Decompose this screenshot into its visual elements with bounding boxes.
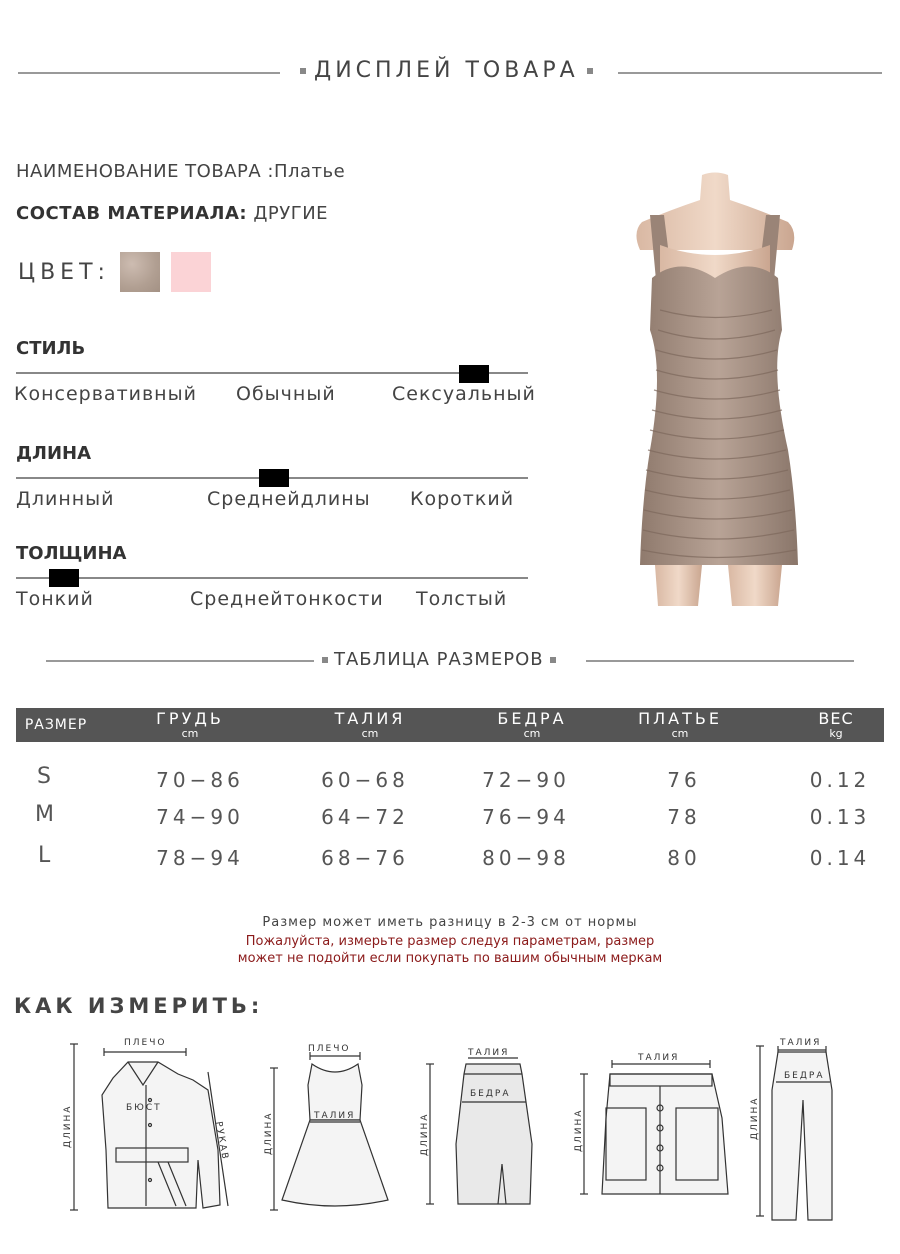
product-material <box>16 203 328 224</box>
header-rule-right <box>618 72 882 74</box>
thickness-scale-line <box>16 577 528 579</box>
dress-waist-label: ТАЛИЯ <box>314 1111 356 1121</box>
dress-length-label: ДЛИНА <box>264 1111 274 1155</box>
skirt-length-label: ДЛИНА <box>420 1112 430 1156</box>
thickness-option-thick: Толстый <box>416 588 508 610</box>
header-rule-left <box>18 72 280 74</box>
style-option-sexy: Сексуальный <box>392 383 536 405</box>
shorts-waist-label: ТАЛИЯ <box>638 1053 680 1063</box>
skirt-waist-label: ТАЛИЯ <box>468 1048 510 1058</box>
pants-waist-label: ТАЛИЯ <box>780 1038 822 1048</box>
skirt-hips-label: БЕДРА <box>470 1089 511 1099</box>
style-option-conservative: Консервативный <box>14 383 197 405</box>
color-label: ЦВЕТ: <box>18 260 110 285</box>
color-swatch-taupe[interactable] <box>120 252 160 292</box>
size-title-rule-right <box>586 660 854 662</box>
jacket-bust-label: БЮСТ <box>126 1103 162 1113</box>
product-name-label: НАИМЕНОВАНИЕ ТОВАРА : <box>16 161 274 182</box>
size-title-rule-left <box>46 660 314 662</box>
length-scale-marker <box>259 469 289 487</box>
measure-warning-line1: Пожалуйста, измерьте размер следуя параметрам, размер <box>245 934 655 949</box>
material-label: СОСТАВ МАТЕРИАЛА: <box>16 203 248 224</box>
thickness-scale-marker <box>49 569 79 587</box>
color-swatch-pink[interactable] <box>171 252 211 292</box>
size-cell: S <box>37 764 51 789</box>
hips-cell: 72−90 <box>482 768 570 792</box>
length-option-short: Короткий <box>410 488 515 510</box>
product-name <box>16 161 345 182</box>
waist-cell: 60−68 <box>321 768 409 792</box>
product-name-value: Платье <box>273 161 346 182</box>
chest-cell: 70−86 <box>156 768 244 792</box>
pants-hips-label: БЕДРА <box>784 1071 825 1081</box>
weight-cell: 0.13 <box>809 805 871 829</box>
header-chest: ГРУДЬ cm <box>156 709 224 740</box>
dress-shoulder-label: ПЛЕЧО <box>308 1044 351 1054</box>
header-dress: ПЛАТЬЕ cm <box>638 709 722 740</box>
waist-cell: 64−72 <box>321 805 409 829</box>
weight-cell: 0.12 <box>809 768 871 792</box>
skirt-diagram <box>418 1044 548 1214</box>
style-scale-line <box>16 372 528 374</box>
measure-warning-line2: может не подойти если покупать по вашим обычным меркам <box>237 951 663 966</box>
hips-cell: 80−98 <box>482 846 570 870</box>
jacket-shoulder-label: ПЛЕЧО <box>124 1038 167 1048</box>
waist-cell: 68−76 <box>321 846 409 870</box>
jacket-length-label: ДЛИНА <box>63 1104 73 1148</box>
chest-cell: 78−94 <box>156 846 244 870</box>
length-scale-title: ДЛИНА <box>16 443 92 464</box>
style-scale-marker <box>459 365 489 383</box>
thickness-scale-title: ТОЛЩИНА <box>16 543 127 564</box>
material-value: ДРУГИЕ <box>253 203 329 224</box>
style-scale-title: СТИЛЬ <box>16 338 86 359</box>
length-option-long: Длинный <box>16 488 115 510</box>
size-cell: M <box>35 802 54 827</box>
shorts-diagram <box>572 1048 742 1208</box>
pants-diagram <box>748 1030 848 1224</box>
size-cell: L <box>38 843 51 868</box>
product-photo <box>620 170 810 610</box>
header-size: РАЗМЕР <box>24 717 88 733</box>
dress-cell: 78 <box>667 805 701 829</box>
page-title: ДИСПЛЕЙ ТОВАРА <box>292 58 601 83</box>
header-weight: ВЕС kg <box>818 709 854 740</box>
size-table-title: ТАБЛИЦА РАЗМЕРОВ <box>316 649 562 670</box>
style-option-regular: Обычный <box>236 383 336 405</box>
length-option-medium: Среднейдлины <box>207 488 371 510</box>
thickness-option-thin: Тонкий <box>16 588 94 610</box>
dress-cell: 76 <box>667 768 701 792</box>
chest-cell: 74−90 <box>156 805 244 829</box>
header-waist: ТАЛИЯ cm <box>334 709 406 740</box>
dress-diagram <box>262 1040 392 1220</box>
hips-cell: 76−94 <box>482 805 570 829</box>
shorts-length-label: ДЛИНА <box>574 1108 584 1152</box>
how-to-measure-title: КАК ИЗМЕРИТЬ: <box>14 994 264 1018</box>
pants-length-label: ДЛИНА <box>750 1096 760 1140</box>
dress-cell: 80 <box>667 846 701 870</box>
weight-cell: 0.14 <box>809 846 871 870</box>
size-note: Размер может иметь разницу в 2-3 см от нормы <box>262 915 638 930</box>
jacket-diagram <box>58 1030 238 1220</box>
jacket-sleeve-label: РУКАВ <box>213 1120 230 1162</box>
header-hips: БЕДРА cm <box>497 709 567 740</box>
thickness-option-medium: Среднейтонкости <box>190 588 384 610</box>
